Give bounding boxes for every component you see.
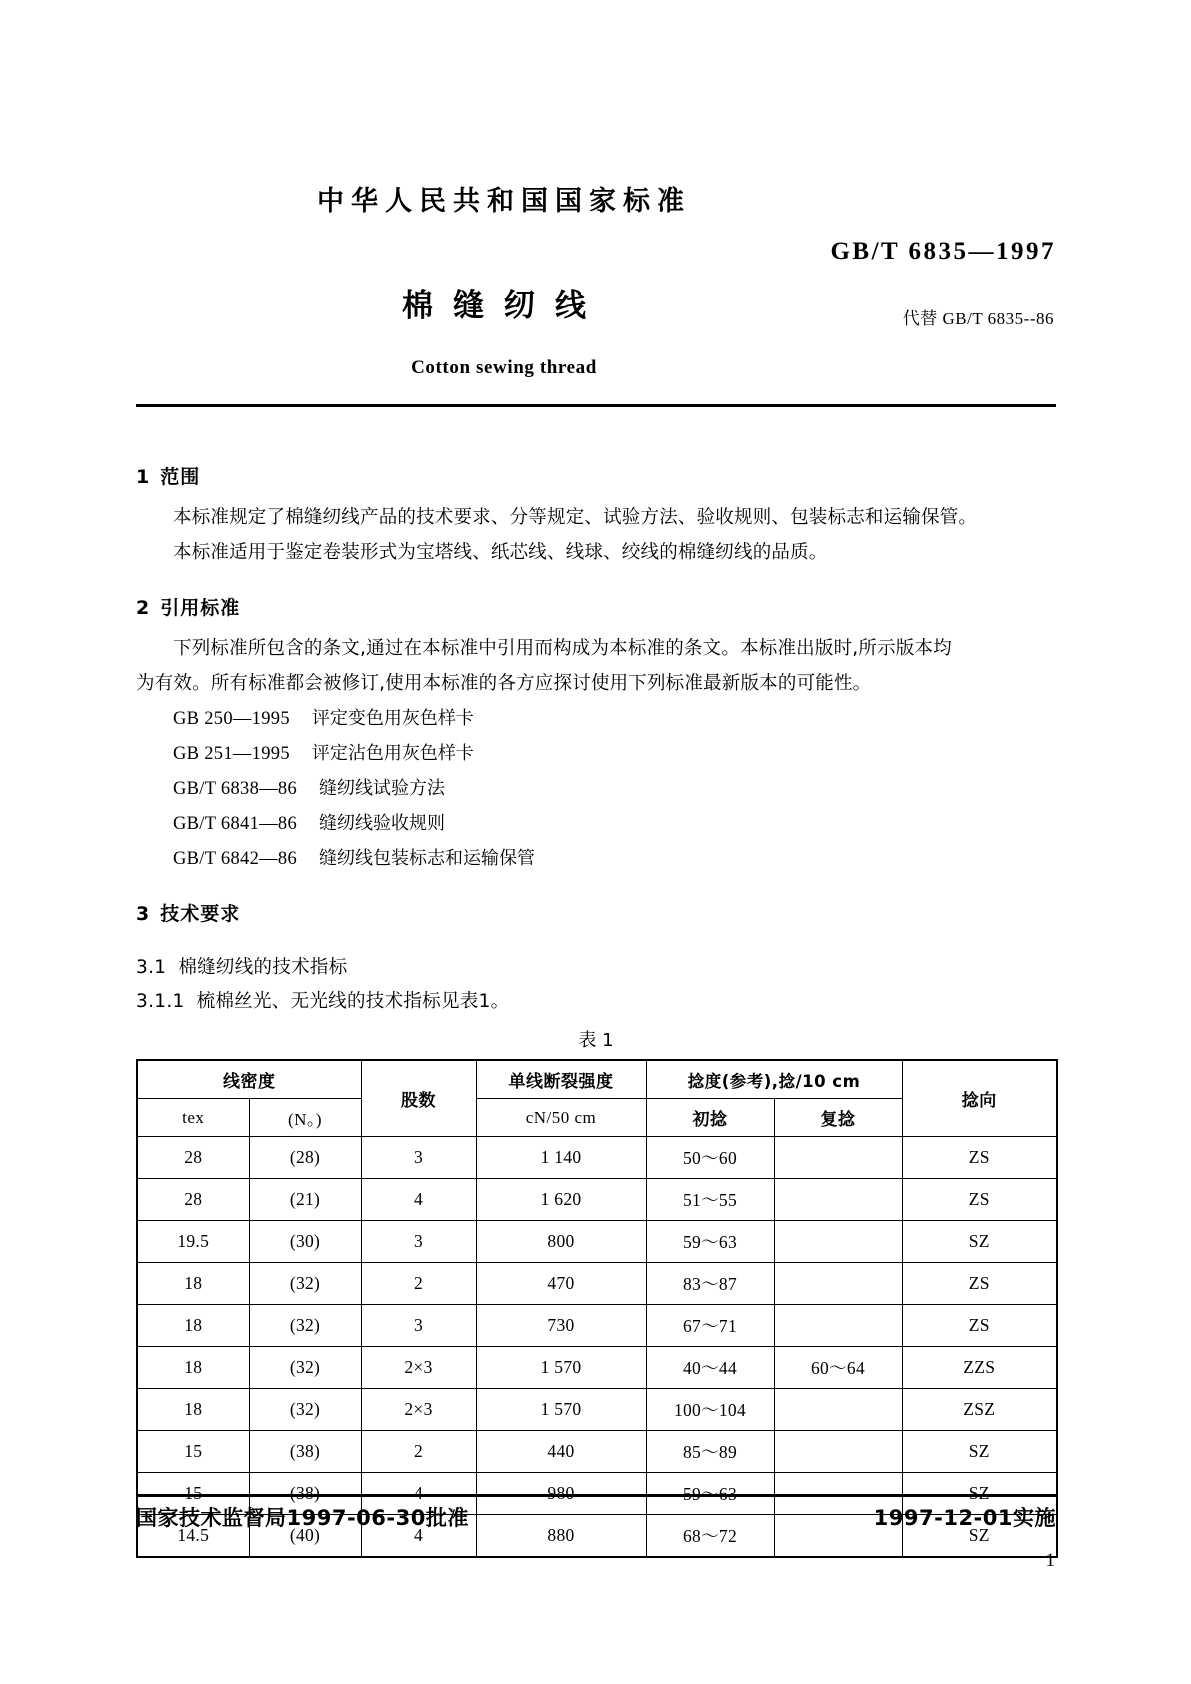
cell-direction: ZZS [902, 1347, 1057, 1389]
cell-strength: 1 570 [476, 1389, 646, 1431]
subsection-number-3-1: 3.1 [136, 957, 167, 979]
normative-refs-intro-line1: 下列标准所包含的条文,通过在本标准中引用而构成为本标准的条文。本标准出版时,所示版本均 [173, 637, 952, 659]
cell-first-twist: 50～60 [646, 1137, 774, 1179]
cell-ply: 2 [361, 1431, 476, 1473]
cell-direction: SZ [902, 1431, 1057, 1473]
section-title-2: 引用标准 [160, 596, 241, 619]
reference-code: GB 250—1995 [173, 708, 290, 729]
column-header-twist-group: 捻度(参考),捻/10 cm [646, 1060, 902, 1099]
cell-first-twist: 67～71 [646, 1305, 774, 1347]
cell-nm: (32) [249, 1347, 361, 1389]
table-row [137, 1431, 1057, 1473]
cell-nm: (38) [249, 1473, 361, 1515]
cell-direction: SZ [902, 1473, 1057, 1515]
table-caption: 表 1 [578, 1030, 614, 1052]
document-title-english: Cotton sewing thread [411, 357, 597, 379]
cell-tex: 19.5 [137, 1221, 249, 1263]
column-header-linear-density: 线密度 [137, 1060, 361, 1099]
cell-second-twist: 60～64 [774, 1347, 902, 1389]
reference-name: 缝纫线包装标志和运输保管 [319, 848, 536, 870]
cell-direction: ZSZ [902, 1389, 1057, 1431]
spacer [136, 573, 1056, 593]
page-number: 1 [1045, 1550, 1055, 1571]
list-item [136, 739, 1056, 770]
section-title-3: 技术要求 [160, 903, 241, 926]
cell-nm: (32) [249, 1263, 361, 1305]
reference-code: GB/T 6841—86 [173, 814, 298, 835]
reference-name: 评定沾色用灰色样卡 [311, 742, 474, 764]
section-heading-technical-requirements [136, 899, 1056, 926]
cell-tex: 18 [137, 1263, 249, 1305]
cell-ply: 4 [361, 1179, 476, 1221]
cell-strength: 440 [476, 1431, 646, 1473]
standard-number: GB/T 6835—1997 [830, 238, 1056, 265]
document-body [136, 462, 1056, 1558]
cell-first-twist: 68～72 [646, 1515, 774, 1558]
column-header-nm: (N。) [249, 1099, 361, 1137]
normative-refs-intro-line2: 为有效。所有标准都会被修订,使用本标准的各方应探讨使用下列标准最新版本的可能性。 [136, 672, 872, 694]
cell-nm: (32) [249, 1305, 361, 1347]
national-standard-title: 中华人民共和国国家标准 [317, 186, 691, 217]
approval-statement: 国家技术监督局1997-06-30批准 [136, 1506, 469, 1530]
cell-ply: 2×3 [361, 1347, 476, 1389]
cell-tex: 18 [137, 1389, 249, 1431]
cell-second-twist [774, 1179, 902, 1221]
cell-tex: 14.5 [137, 1515, 249, 1558]
cell-nm: (40) [249, 1515, 361, 1558]
footer-divider [136, 1494, 1056, 1497]
cell-direction: ZS [902, 1305, 1057, 1347]
table-row [137, 1347, 1057, 1389]
section-number-3: 3 [136, 903, 151, 926]
table-row [137, 1221, 1057, 1263]
column-header-tex: tex [137, 1099, 249, 1137]
reference-name: 缝纫线验收规则 [319, 813, 446, 835]
cell-ply: 3 [361, 1137, 476, 1179]
document-title: 棉缝纫线 [402, 288, 606, 325]
section-number-1: 1 [136, 466, 151, 488]
table-row [137, 1389, 1057, 1431]
scope-paragraph-1: 本标准规定了棉缝纫线产品的技术要求、分等规定、试验方法、验收规则、包装标志和运输保管。 [173, 507, 978, 528]
cell-tex: 28 [137, 1179, 249, 1221]
table-row [137, 1137, 1057, 1179]
cell-second-twist [774, 1263, 902, 1305]
cell-ply: 3 [361, 1221, 476, 1263]
subsection-heading-3-1 [136, 953, 1056, 979]
column-header-first-twist: 初捻 [646, 1099, 774, 1137]
section-number-2: 2 [136, 596, 151, 619]
cell-strength: 730 [476, 1305, 646, 1347]
reference-code: GB/T 6838—86 [173, 779, 298, 800]
spacer [136, 879, 1056, 899]
scope-paragraph-2: 本标准适用于鉴定卷装形式为宝塔线、纸芯线、线球、绞线的棉缝纫线的品质。 [173, 541, 828, 563]
cell-first-twist: 51～55 [646, 1179, 774, 1221]
subsection-heading-3-1-1 [136, 987, 1056, 1013]
cell-first-twist: 85～89 [646, 1431, 774, 1473]
cell-second-twist [774, 1221, 902, 1263]
table-row [137, 1305, 1057, 1347]
cell-direction: SZ [902, 1515, 1057, 1558]
column-header-twist-direction: 捻向 [902, 1060, 1057, 1137]
list-item [136, 809, 1056, 840]
cell-tex: 15 [137, 1431, 249, 1473]
table-header [137, 1060, 1057, 1137]
cell-first-twist: 59～63 [646, 1221, 774, 1263]
cell-strength: 980 [476, 1473, 646, 1515]
cell-second-twist [774, 1137, 902, 1179]
cell-ply: 4 [361, 1515, 476, 1558]
column-header-strength-unit: cN/50 cm [476, 1099, 646, 1137]
subsection-title-3-1-1: 梳棉丝光、无光线的技术指标见表1。 [196, 991, 510, 1013]
list-item [136, 774, 1056, 805]
cell-tex: 18 [137, 1305, 249, 1347]
section-heading-scope [136, 462, 1056, 489]
cell-first-twist: 59～63 [646, 1473, 774, 1515]
cell-nm: (32) [249, 1389, 361, 1431]
cell-ply: 2×3 [361, 1389, 476, 1431]
cell-strength: 470 [476, 1263, 646, 1305]
cell-second-twist [774, 1305, 902, 1347]
section-heading-normative-refs [136, 593, 1056, 620]
implementation-date: 1997-12-01实施 [873, 1506, 1056, 1530]
cell-tex: 18 [137, 1347, 249, 1389]
cell-direction: ZS [902, 1263, 1057, 1305]
normative-reference-list [136, 704, 1056, 875]
table-header-row-1 [137, 1060, 1057, 1099]
list-item [136, 844, 1056, 875]
reference-name: 评定变色用灰色样卡 [311, 707, 474, 729]
cell-nm: (28) [249, 1137, 361, 1179]
subsection-title-3-1: 棉缝纫线的技术指标 [178, 957, 348, 979]
cell-strength: 880 [476, 1515, 646, 1558]
cell-tex: 28 [137, 1137, 249, 1179]
column-header-strength: 单线断裂强度 [476, 1060, 646, 1099]
spacer [136, 940, 1056, 953]
column-header-second-twist: 复捻 [774, 1099, 902, 1137]
column-header-ply: 股数 [361, 1060, 476, 1137]
cell-strength: 1 620 [476, 1179, 646, 1221]
reference-name: 缝纫线试验方法 [319, 778, 446, 800]
cell-tex: 15 [137, 1473, 249, 1515]
reference-code: GB/T 6842—86 [173, 849, 298, 870]
subsection-number-3-1-1: 3.1.1 [136, 991, 185, 1013]
replaces-note: 代替 GB/T 6835--86 [902, 309, 1054, 328]
cell-first-twist: 40～44 [646, 1347, 774, 1389]
cell-first-twist: 83～87 [646, 1263, 774, 1305]
cell-direction: ZS [902, 1179, 1057, 1221]
cell-nm: (38) [249, 1431, 361, 1473]
cell-strength: 1 140 [476, 1137, 646, 1179]
section-title-1: 范围 [160, 466, 201, 488]
cell-strength: 1 570 [476, 1347, 646, 1389]
cell-ply: 2 [361, 1263, 476, 1305]
cell-nm: (30) [249, 1221, 361, 1263]
cell-second-twist [774, 1431, 902, 1473]
cell-nm: (21) [249, 1179, 361, 1221]
cell-direction: ZS [902, 1137, 1057, 1179]
table-row [137, 1179, 1057, 1221]
list-item [136, 704, 1056, 735]
specification-table [136, 1059, 1058, 1558]
cell-direction: SZ [902, 1221, 1057, 1263]
cell-first-twist: 100～104 [646, 1389, 774, 1431]
cell-ply: 3 [361, 1305, 476, 1347]
table-row [137, 1263, 1057, 1305]
cell-strength: 800 [476, 1221, 646, 1263]
header-divider [136, 404, 1056, 407]
cover-block [136, 186, 1056, 379]
cell-ply: 4 [361, 1473, 476, 1515]
cell-second-twist [774, 1389, 902, 1431]
reference-code: GB 251—1995 [173, 743, 290, 764]
